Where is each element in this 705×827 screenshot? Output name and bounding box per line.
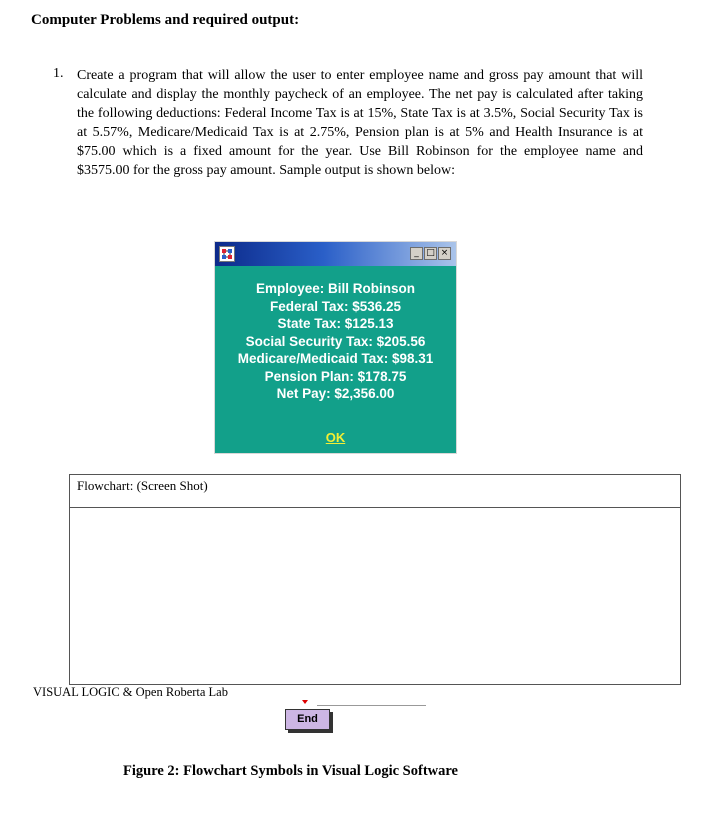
question-number: 1.: [53, 66, 64, 81]
flowchart-table: [69, 474, 681, 685]
flow-arrow-icon: [302, 700, 308, 704]
question-text: Create a program that will allow the user to enter employee name and gross pay amount that will calculate and display the monthly paycheck of an employee. The net pay is calculated after taking the following deductions: Federal Income Tax is at 15%, State Tax is at 3.5%, Social Security Tax is at 5.57%, Medicare/Medicaid Tax is at 2.75%, Pension plan is at 5% and Health Insurance is at $75.00 which is a fixed amount for the year. Use Bill Robinson for the employee name and $3575.00 for the gross pay amount. Sample output is shown below:: [77, 68, 643, 178]
ok-button[interactable]: OK: [325, 430, 346, 445]
sample-output-dialog: [214, 241, 457, 454]
pension-line: Pension Plan: $178.75: [264, 368, 407, 384]
social-security-line: Social Security Tax: $205.56: [245, 333, 426, 349]
maximize-icon[interactable]: □: [424, 247, 437, 260]
end-symbol: End: [285, 709, 330, 730]
dialog-titlebar[interactable]: [215, 242, 456, 266]
employee-line: Employee: Bill Robinson: [255, 281, 415, 296]
medicare-line: Medicare/Medicaid Tax: $98.31: [237, 351, 434, 366]
figure-caption: Figure 2: Flowchart Symbols in Visual Logic Software: [123, 763, 458, 779]
federal-tax-line: Federal Tax: $536.25: [269, 298, 402, 314]
flowchart-answer-area[interactable]: [70, 508, 680, 684]
page-heading: Computer Problems and required output:: [31, 12, 300, 28]
flowchart-header-label: Flowchart: (Screen Shot): [77, 478, 208, 493]
net-pay-line: Net Pay: $2,356.00: [276, 386, 395, 401]
visual-logic-app-icon[interactable]: [219, 246, 235, 262]
visual-logic-caption: VISUAL LOGIC & Open Roberta Lab: [33, 685, 228, 699]
minimize-icon[interactable]: _: [410, 247, 423, 260]
close-icon[interactable]: ×: [438, 247, 451, 260]
state-tax-line: State Tax: $125.13: [277, 316, 394, 331]
dialog-message: [215, 280, 456, 403]
flowchart-table-header: [70, 475, 680, 508]
flowchart-connector-line: [317, 705, 426, 706]
